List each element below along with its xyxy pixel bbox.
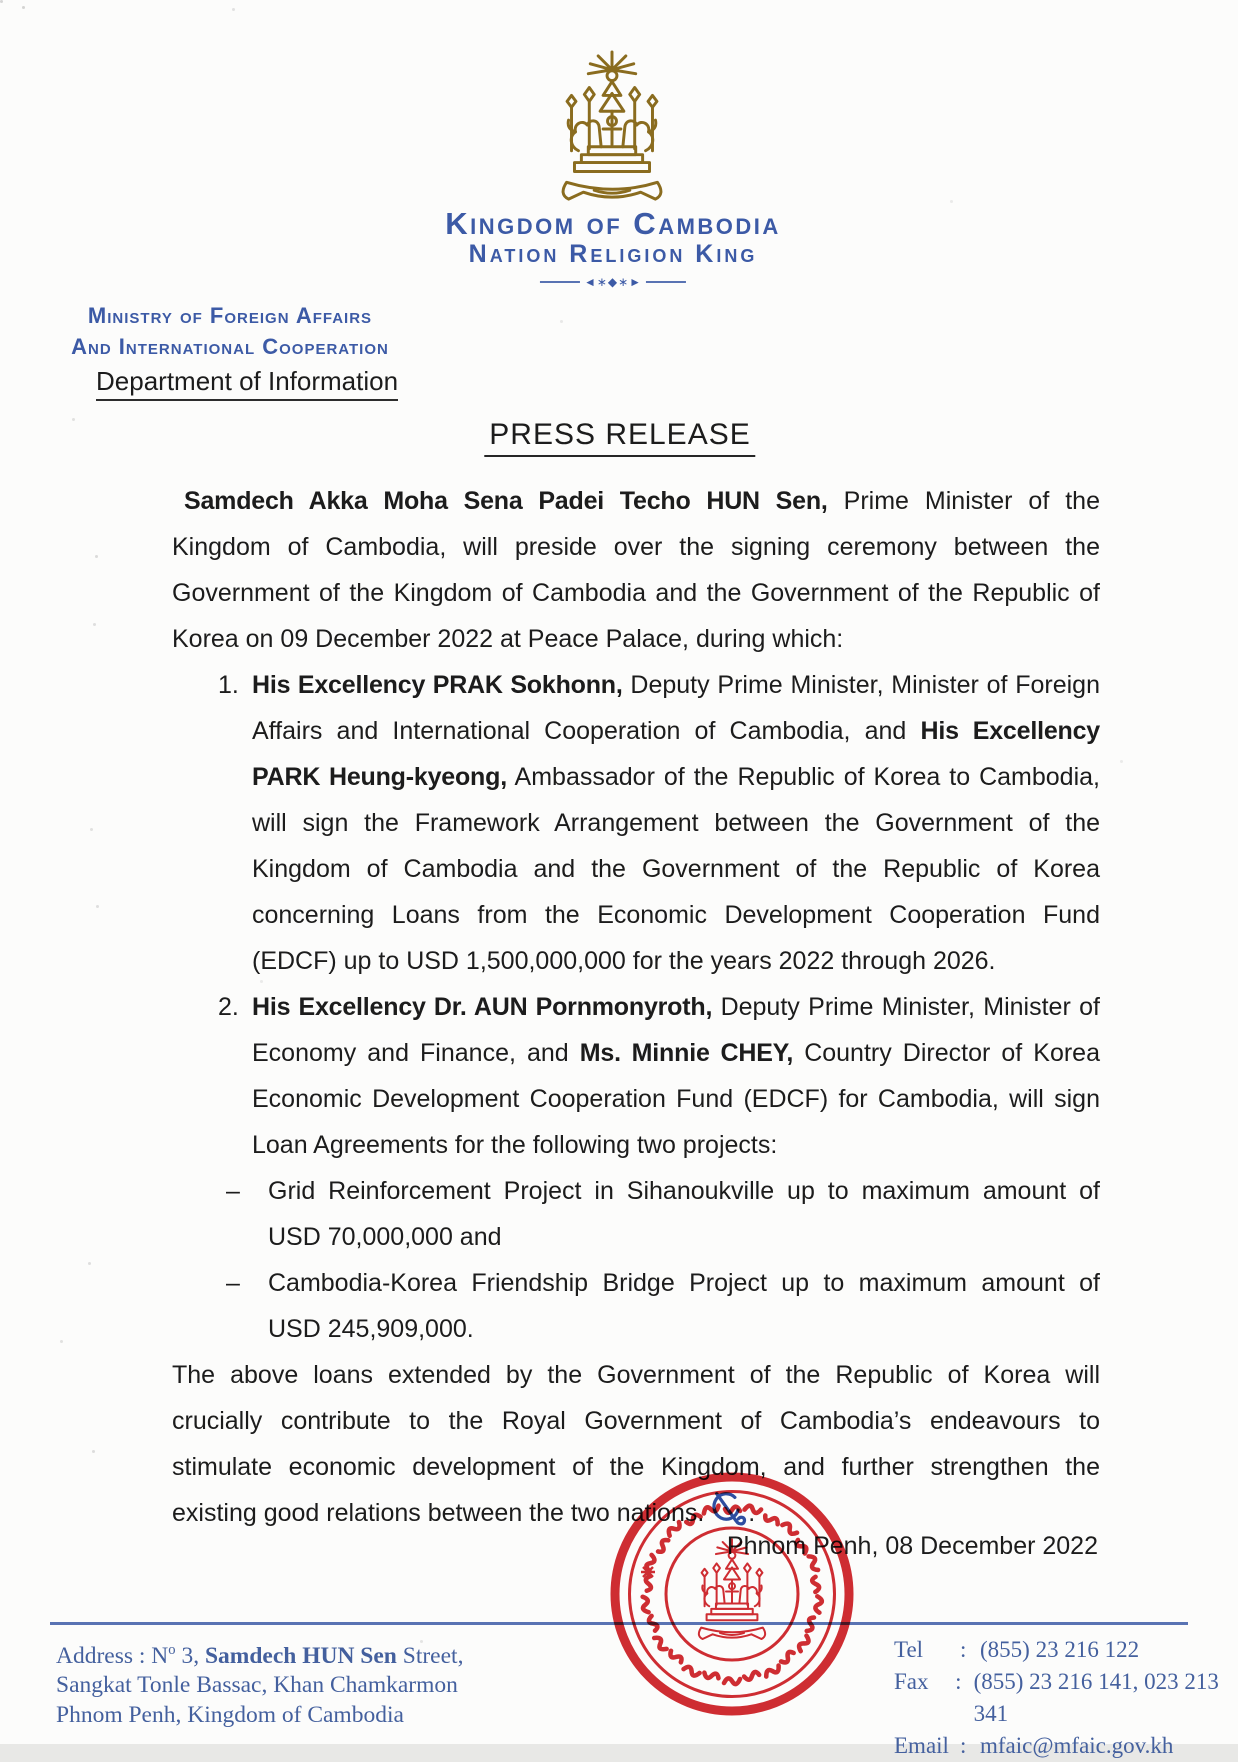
project-bullet-1 xyxy=(172,1168,1100,1260)
contact-row-email xyxy=(894,1730,1238,1762)
page-title: PRESS RELEASE xyxy=(484,418,755,457)
closing-period: . xyxy=(748,1499,756,1527)
ministry-line-2: And International Cooperation xyxy=(71,334,389,359)
item-1-text-1: Deputy Prime Minister, Minister of Foreign Affairs and International Cooperation of Cambodia, and xyxy=(252,671,1100,745)
motto-line: Nation Religion King xyxy=(468,240,758,268)
address-line-2: Sangkat Tonle Bassac, Khan Chamkarmon xyxy=(56,1672,458,1699)
item-1-number: 1. xyxy=(218,671,239,699)
seal-star xyxy=(641,1565,655,1579)
bullet-1-dash: – xyxy=(226,1177,240,1205)
bullet-2-text: Cambodia-Korea Friendship Bridge Project up to maximum amount of USD 245,909,000. xyxy=(268,1269,1100,1343)
address-superscript: o xyxy=(168,1642,176,1658)
royal-arms-icon xyxy=(517,50,707,208)
item-1-name-2: His Excellency PARK Heung-kyeong, xyxy=(252,717,1101,791)
address-block xyxy=(56,1636,463,1730)
fax-value: (855) 23 216 141, 023 213 341 xyxy=(973,1669,1219,1726)
contact-row-tel xyxy=(894,1634,1238,1666)
dateline: Phnom Penh, 08 December 2022 xyxy=(726,1532,1098,1560)
fax-label: Fax xyxy=(894,1669,929,1694)
tel-value: (855) 23 216 122 xyxy=(980,1637,1140,1662)
kingdom-title: Kingdom of Cambodia xyxy=(445,206,781,241)
item-2-number: 2. xyxy=(218,993,239,1021)
address-prefix: Address : N xyxy=(56,1642,169,1669)
email-value: mfaic@mfaic.gov.kh xyxy=(980,1733,1174,1758)
address-number: 3, xyxy=(175,1642,205,1669)
contact-row-fax xyxy=(894,1666,1238,1730)
ornament-line-right xyxy=(646,281,686,283)
tel-label: Tel xyxy=(894,1637,924,1662)
numbered-item-1 xyxy=(172,662,1100,984)
closing-text: The above loans extended by the Government of the Republic of Korea will crucially contribute to the Royal Government of Cambodia’s endeavours to stimulate economic development of the Kingdom, and further strengthen the existing good relations between the two nations. xyxy=(172,1361,1100,1527)
ministry-red-seal-icon xyxy=(606,1472,858,1716)
item-2-text-2: Country Director of Korea Economic Development Cooperation Fund (EDCF) for Cambodia, will sign Loan Agreements for the following two projects: xyxy=(252,1039,1100,1159)
address-line-1 xyxy=(56,1636,463,1671)
address-street-word: Street, xyxy=(396,1642,464,1669)
press-release-body xyxy=(172,478,1100,1536)
ornament-line-left xyxy=(540,281,580,283)
ministry-name xyxy=(20,300,440,362)
pm-name: Samdech Akka Moha Sena Padei Techo HUN Sen, xyxy=(184,487,828,515)
tel-colon: : xyxy=(960,1637,967,1662)
item-1-text-2: Ambassador of the Republic of Korea to Cambodia, will sign the Framework Arrangement between the Government of the Kingdom of Cambodia and the Government of the Republic of Korea concerning Loans from the Economic Development Cooperation Fund (EDCF) up to USD 1,500,000,000 for the years 2022 through 2026. xyxy=(252,763,1100,975)
item-2-name-2: Ms. Minnie CHEY, xyxy=(579,1039,794,1067)
contact-block xyxy=(894,1634,1238,1762)
address-line-3: Phnom Penh, Kingdom of Cambodia xyxy=(56,1701,404,1728)
bullet-2-dash: – xyxy=(226,1269,240,1297)
bullet-1-text: Grid Reinforcement Project in Sihanoukville up to maximum amount of USD 70,000,000 and xyxy=(268,1177,1100,1251)
address-street-name: Samdech HUN Sen xyxy=(204,1642,397,1669)
email-label: Email xyxy=(894,1733,949,1758)
email-colon: : xyxy=(960,1733,967,1758)
item-2-name-1: His Excellency Dr. AUN Pornmonyroth, xyxy=(252,993,713,1021)
intro-paragraph xyxy=(172,478,1100,662)
numbered-item-2 xyxy=(172,984,1100,1168)
department-name: Department of Information xyxy=(96,366,398,401)
ornament-glyphs: ◄∗◆∗► xyxy=(583,275,643,289)
item-1-name-1: His Excellency PRAK Sokhonn, xyxy=(252,671,623,699)
ministry-line-1: Ministry of Foreign Affairs xyxy=(87,303,373,328)
ornament-divider xyxy=(540,276,686,288)
fax-colon: : xyxy=(955,1669,962,1694)
intro-text: Prime Minister of the Kingdom of Cambodia, will preside over the signing ceremony between the Government of the Kingdom of Cambodia and the Government of the Republic of Korea on 09 December 2022 at Peace Palace, during which: xyxy=(172,487,1100,653)
project-bullet-2 xyxy=(172,1260,1100,1352)
item-2-text-1: Deputy Prime Minister, Minister of Economy and Finance, and xyxy=(252,993,1100,1067)
